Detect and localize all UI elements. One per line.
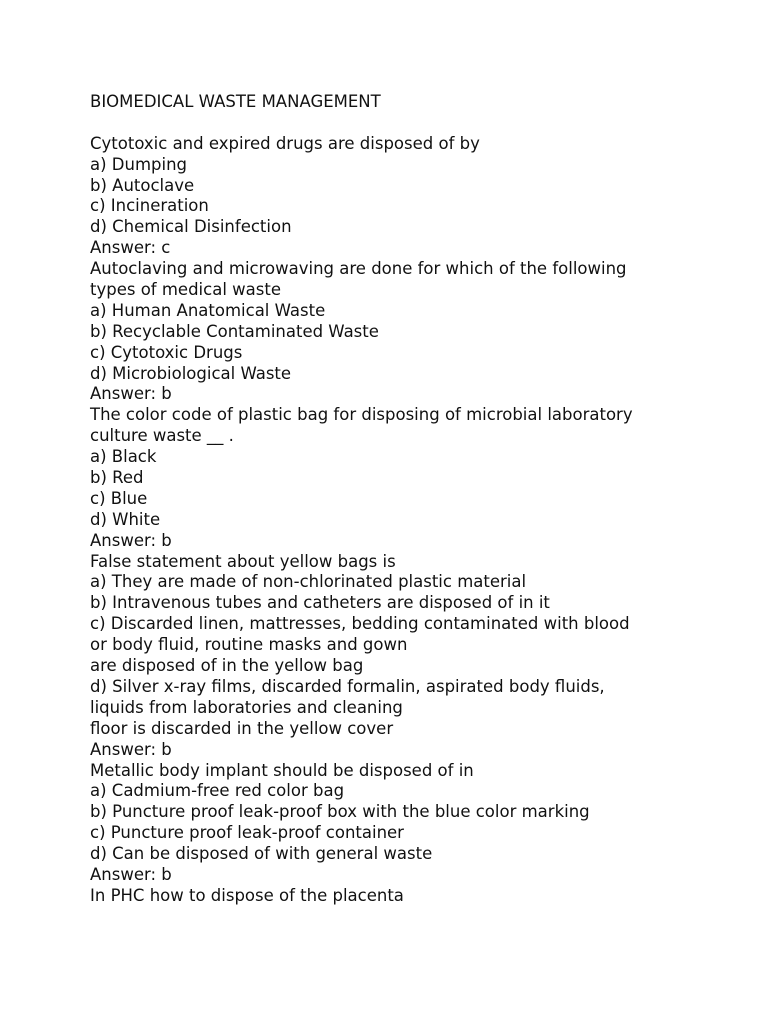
question-4-option-c-cont-1: or body fluid, routine masks and gown [90, 635, 408, 655]
question-1-option-c: c) Incineration [90, 196, 209, 216]
question-3-option-b: b) Red [90, 468, 144, 488]
question-1-option-d: d) Chemical Disinfection [90, 217, 292, 237]
question-4-option-d: d) Silver x-ray films, discarded formalin, aspirated body fluids, [90, 676, 605, 696]
question-3-option-c: c) Blue [90, 488, 148, 508]
question-4-option-a: a) They are made of non-chlorinated plastic material [90, 572, 527, 592]
document-page [90, 92, 750, 907]
question-3-option-a: a) Black [90, 447, 157, 467]
question-2-answer: Answer: b [90, 384, 172, 404]
question-1-option-a: a) Dumping [90, 154, 188, 174]
blank-line [90, 113, 750, 134]
question-3-option-d: d) White [90, 509, 161, 529]
question-2-text: Autoclaving and microwaving are done for which of the following [90, 259, 627, 279]
question-3-answer: Answer: b [90, 530, 172, 550]
question-4-answer: Answer: b [90, 739, 172, 759]
question-4-option-b: b) Intravenous tubes and catheters are disposed of in it [90, 593, 550, 613]
question-2-text-cont: types of medical waste [90, 280, 281, 300]
question-4-option-d-cont-1: liquids from laboratories and cleaning [90, 697, 403, 717]
question-4-option-d-cont-2: floor is discarded in the yellow cover [90, 718, 394, 738]
question-1-answer: Answer: c [90, 238, 171, 258]
question-4-option-c: c) Discarded linen, mattresses, bedding contaminated with blood [90, 614, 630, 634]
question-5-option-d: d) Can be disposed of with general waste [90, 844, 433, 864]
question-6-text: In PHC how to dispose of the placenta [90, 885, 404, 905]
question-3-text: The color code of plastic bag for disposing of microbial laboratory [90, 405, 633, 425]
question-5-text: Metallic body implant should be disposed of in [90, 760, 474, 780]
question-5-option-a: a) Cadmium-free red color bag [90, 781, 345, 801]
question-1-option-b: b) Autoclave [90, 175, 195, 195]
question-5-option-c: c) Puncture proof leak-proof container [90, 823, 404, 843]
question-2-option-b: b) Recyclable Contaminated Waste [90, 321, 379, 341]
question-4-text: False statement about yellow bags is [90, 551, 396, 571]
document-title: BIOMEDICAL WASTE MANAGEMENT [90, 92, 381, 111]
question-1-text: Cytotoxic and expired drugs are disposed of by [90, 133, 480, 153]
question-4-option-c-cont-2: are disposed of in the yellow bag [90, 656, 364, 676]
question-5-answer: Answer: b [90, 864, 172, 884]
question-2-option-c: c) Cytotoxic Drugs [90, 342, 243, 362]
question-2-option-d: d) Microbiological Waste [90, 363, 292, 383]
question-5-option-b: b) Puncture proof leak-proof box with the blue color marking [90, 802, 590, 822]
question-3-text-cont: culture waste __ . [90, 426, 234, 446]
question-2-option-a: a) Human Anatomical Waste [90, 300, 326, 320]
